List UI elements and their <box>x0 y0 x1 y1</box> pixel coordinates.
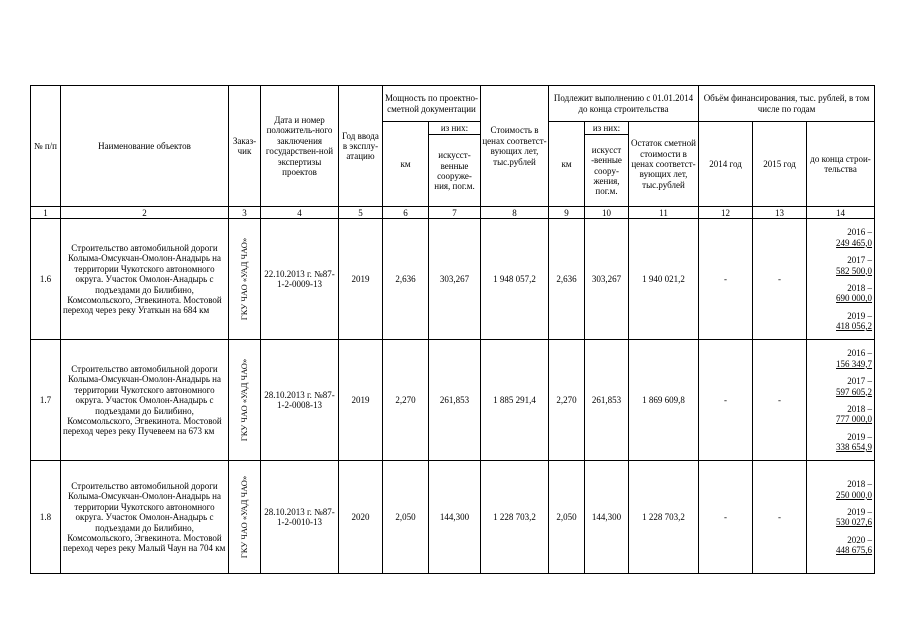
financing-2014: - <box>699 340 753 461</box>
financing-year: 2019 – <box>847 310 873 321</box>
row-number: 1.6 <box>31 219 61 340</box>
financing-item <box>809 348 872 369</box>
header-capacity-group: Мощность по проектно-сметной документации <box>383 86 481 122</box>
financing-until-end <box>807 461 875 574</box>
header-num: № п/п <box>31 86 61 207</box>
header-of-them-2: из них: <box>585 122 629 135</box>
financing-amount: 530 027,6 <box>836 517 873 528</box>
table-row <box>31 461 875 574</box>
customer-name: ГКУ ЧАО «УАД ЧАО» <box>238 238 249 321</box>
financing-year: 2019 – <box>847 431 873 442</box>
financing-year: 2018 – <box>847 479 873 490</box>
customer-name: ГКУ ЧАО «УАД ЧАО» <box>238 476 249 559</box>
row-number: 1.7 <box>31 340 61 461</box>
financing-item <box>809 404 872 425</box>
header-of-them-1: из них: <box>429 122 481 135</box>
column-number: 9 <box>549 207 585 219</box>
column-number: 14 <box>807 207 875 219</box>
capacity-structures: 303,267 <box>429 219 481 340</box>
header-remaining: Остаток сметной стоимости в ценах соответст-вующих лет, тыс.рублей <box>629 122 699 207</box>
financing-item <box>809 283 872 304</box>
capacity-structures: 144,300 <box>429 461 481 574</box>
commission-year: 2019 <box>339 340 383 461</box>
column-number: 8 <box>481 207 549 219</box>
header-km-2: км <box>549 122 585 207</box>
financing-item <box>809 255 872 276</box>
header-subject-group: Подлежит выполнению с 01.01.2014 до конца строительства <box>549 86 699 122</box>
financing-2015: - <box>753 340 807 461</box>
column-number: 4 <box>261 207 339 219</box>
column-number: 11 <box>629 207 699 219</box>
financing-year: 2019 – <box>847 507 873 517</box>
financing-year: 2020 – <box>847 534 873 545</box>
header-year-commission: Год ввода в эксплу-атацию <box>339 86 383 207</box>
financing-2015: - <box>753 219 807 340</box>
financing-year: 2018 – <box>847 282 873 293</box>
column-number-row <box>31 207 875 219</box>
subject-structures: 261,853 <box>585 340 629 461</box>
expertise-date-number: 22.10.2013 г. №87-1-2-0009-13 <box>261 219 339 340</box>
commission-year: 2020 <box>339 461 383 574</box>
financing-amount: 418 056,2 <box>836 320 873 331</box>
remaining-cost: 1 869 609,8 <box>629 340 699 461</box>
capacity-km: 2,270 <box>383 340 429 461</box>
subject-km: 2,636 <box>549 219 585 340</box>
header-until-end: до конца строи-тельства <box>807 122 875 207</box>
column-number: 12 <box>699 207 753 219</box>
capacity-km: 2,050 <box>383 461 429 574</box>
cost-value: 1 948 057,2 <box>481 219 549 340</box>
header-km-1: км <box>383 122 429 207</box>
capacity-km: 2,636 <box>383 219 429 340</box>
column-number: 3 <box>229 207 261 219</box>
remaining-cost: 1 228 703,2 <box>629 461 699 574</box>
financing-amount: 250 000,0 <box>836 489 873 500</box>
subject-km: 2,050 <box>549 461 585 574</box>
financing-year: 2018 – <box>847 403 873 414</box>
column-number: 10 <box>585 207 629 219</box>
financing-year: 2017 – <box>847 376 873 387</box>
header-financing-group: Объём финансирования, тыс. рублей, в том числе по годам <box>699 86 875 122</box>
financing-item <box>809 507 872 528</box>
column-number: 13 <box>753 207 807 219</box>
financing-until-end <box>807 340 875 461</box>
financing-2014: - <box>699 219 753 340</box>
financing-item <box>809 311 872 332</box>
column-number: 2 <box>61 207 229 219</box>
financing-year: 2017 – <box>847 255 873 266</box>
financing-amount: 777 000,0 <box>836 414 873 425</box>
customer-cell <box>229 461 261 574</box>
financing-item <box>809 376 872 397</box>
subject-structures: 303,267 <box>585 219 629 340</box>
financing-2014: - <box>699 461 753 574</box>
capacity-structures: 261,853 <box>429 340 481 461</box>
row-number: 1.8 <box>31 461 61 574</box>
financing-amount: 582 500,0 <box>836 265 873 276</box>
financing-item <box>809 479 872 500</box>
header-structures-1: искусст-венные сооруже-ния, пог.м. <box>429 135 481 207</box>
remaining-cost: 1 940 021,2 <box>629 219 699 340</box>
header-structures-2: искусст -венные соору-жения, пог.м. <box>585 135 629 207</box>
expertise-date-number: 28.10.2013 г. №87-1-2-0008-13 <box>261 340 339 461</box>
table-row <box>31 219 875 340</box>
table-row <box>31 340 875 461</box>
cost-value: 1 885 291,4 <box>481 340 549 461</box>
object-name: Строительство автомобильной дороги Колыма-Омсукчан-Омолон-Анадырь на территории Чукотского автономного округа. Участок Омолон-Анадырь с подъездами до Билибино, Комсомольского, Эгвекинота. Мостовой переход через реку Пучевеем на 673 км <box>61 340 229 461</box>
header-date-expertise: Дата и номер положитель-ного заключения государствен-ной экспертизы проектов <box>261 86 339 207</box>
header-y2015: 2015 год <box>753 122 807 207</box>
financing-amount: 249 465,0 <box>836 237 873 248</box>
expertise-date-number: 28.10.2013 г. №87-1-2-0010-13 <box>261 461 339 574</box>
financing-year: 2016 – <box>847 227 873 238</box>
subject-structures: 144,300 <box>585 461 629 574</box>
financing-until-end <box>807 219 875 340</box>
financing-item <box>809 432 872 453</box>
financing-item <box>809 535 872 556</box>
financing-2015: - <box>753 461 807 574</box>
object-name: Строительство автомобильной дороги Колыма-Омсукчан-Омолон-Анадырь на территории Чукотского автономного округа. Участок Омолон-Анадырь с подъездами до Билибино, Комсомольского, Эгвекинота. Мостовой переход через реку Малый Чаун на 704 км <box>61 461 229 574</box>
financing-amount: 156 349,7 <box>836 358 873 369</box>
column-number: 1 <box>31 207 61 219</box>
financing-amount: 690 000,0 <box>836 293 873 304</box>
commission-year: 2019 <box>339 219 383 340</box>
financing-item <box>809 227 872 248</box>
object-name: Строительство автомобильной дороги Колыма-Омсукчан-Омолон-Анадырь на территории Чукотского автономного округа. Участок Омолон-Анадырь с подъездами до Билибино, Комсомольского, Эгвекинота. Мостовой переход через реку Угаткын на 684 км <box>61 219 229 340</box>
financing-amount: 338 654,9 <box>836 441 873 452</box>
subject-km: 2,270 <box>549 340 585 461</box>
column-number: 6 <box>383 207 429 219</box>
column-number: 5 <box>339 207 383 219</box>
financing-amount: 597 605,2 <box>836 386 873 397</box>
cost-value: 1 228 703,2 <box>481 461 549 574</box>
header-cost: Стоимость в ценах соответст-вующих лет, тыс.рублей <box>481 86 549 207</box>
customer-cell <box>229 340 261 461</box>
header-customer: Заказ-чик <box>229 86 261 207</box>
header-name: Наименование объектов <box>61 86 229 207</box>
header-y2014: 2014 год <box>699 122 753 207</box>
investment-objects-table <box>30 85 875 574</box>
customer-name: ГКУ ЧАО «УАД ЧАО» <box>238 359 249 442</box>
financing-amount: 448 675,6 <box>836 545 873 556</box>
customer-cell <box>229 219 261 340</box>
financing-year: 2016 – <box>847 348 873 359</box>
column-number: 7 <box>429 207 481 219</box>
